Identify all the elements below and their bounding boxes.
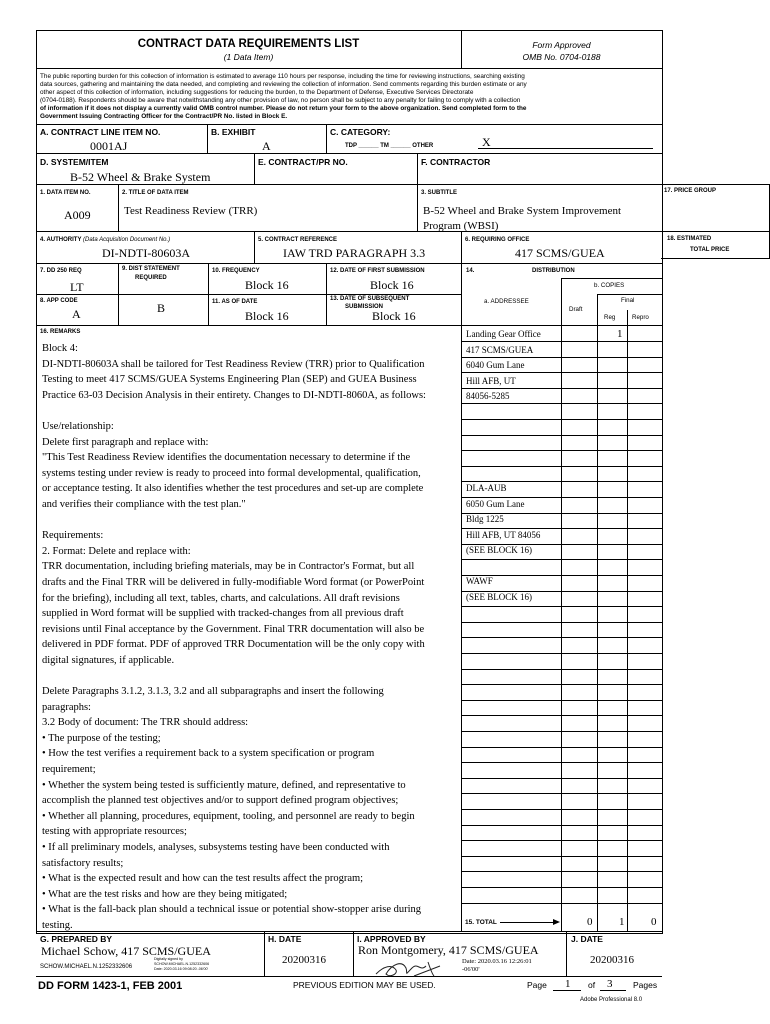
b18-label-1: 18. ESTIMATED (667, 236, 712, 242)
c-tdp-tm-other: TDP ______ TM ______ OTHER (345, 143, 434, 149)
burden-line: of information if it does not display a currently valid OMB control number. Please do not return your form to the above organization. Send completed form to the (40, 105, 527, 112)
grid-line (36, 153, 662, 154)
h-label: H. DATE (268, 934, 302, 944)
page-total: 3 (607, 978, 613, 990)
addressee-group-1 (466, 327, 558, 405)
b17-label: 17. PRICE GROUP (664, 188, 717, 194)
remarks-line: Practice 63-03 Decision Analysis in their entirety. Changes to DI-NDTI-8060A, as follows: (42, 389, 426, 401)
c-value: X (482, 135, 491, 149)
adobe-note: Adobe Professional 8.0 (580, 997, 643, 1003)
addressee-line: DLA-AUB (466, 483, 507, 493)
b12-label: 12. DATE OF FIRST SUBMISSION (330, 268, 425, 274)
grid-line (207, 124, 208, 153)
b12-value: Block 16 (370, 278, 414, 292)
addressee-group-3 (466, 574, 558, 605)
j-value: 20200316 (590, 954, 634, 966)
remarks-line: for the briefing), including all text, tables, charts, and calculations. All draft revisions (42, 592, 400, 604)
remarks-line: • Whether all planning, procedures, equipment, tooling, and personnel are ready to begin (42, 810, 415, 822)
remarks-line: and verifies their compliance with the test plan." (42, 498, 246, 510)
b11-value: Block 16 (245, 309, 289, 323)
g-sig-line-3: Date: 2020.03.16 09:08:20 -06'00' (154, 967, 209, 971)
burden-line: The public reporting burden for this collection of information is estimated to average 110 hours per response, including the time for reviewing instructions, searching existing (40, 73, 525, 80)
group1-final-copies: 1 (617, 328, 623, 340)
remarks-line: supplied in Word format will be supplied with tracked-changes from all previous draft (42, 608, 404, 620)
b10-value: Block 16 (245, 278, 289, 292)
grid-line (661, 258, 770, 259)
burden-line: Government Issuing Contracting Officer for the Contract/PR No. listed in Block E. (40, 113, 288, 120)
remarks-line: • What is the fall-back plan should a technical issue or potential show-stopper arise during (42, 904, 422, 916)
g-value: Michael Schow, 417 SCMS/GUEA (41, 944, 211, 958)
remarks-label: 16. REMARKS (40, 329, 81, 335)
i-value: Ron Montgomery, 417 SCMS/GUEA (358, 943, 539, 957)
b8-label: 8. APP CODE (40, 298, 78, 304)
grid-line (254, 153, 255, 184)
addressee-line: 6040 Gum Lane (466, 360, 525, 370)
addressee-row-line (461, 840, 662, 841)
f-label: F. CONTRACTOR (421, 157, 491, 167)
a-value: 0001AJ (90, 139, 128, 153)
remarks-line: DI-NDTI-80603A shall be tailored for Test Readiness Review (TRR) prior to Qualification (42, 358, 425, 370)
remarks-line: • How the test verifies a requirement back to a system specification or program (42, 748, 375, 760)
remarks-line: Use/relationship: (42, 420, 114, 432)
addressee-row-line (461, 669, 662, 670)
grid-line (326, 124, 327, 153)
grid-line (417, 153, 418, 184)
b1-label: 1. DATA ITEM NO. (40, 190, 91, 196)
grid-line (566, 931, 567, 976)
grid-line (417, 184, 418, 231)
remarks-line: accomplish the planned test objectives and/or to support defined program objectives; (42, 795, 399, 807)
g-sig-line-1: Digitally signed by (154, 957, 183, 961)
form-approved-label: Form Approved (532, 40, 591, 50)
remarks-line: Delete Paragraphs 3.1.2, 3.1.3, 3.2 and all subparagraphs and insert the following (42, 686, 384, 698)
total-arrow-icon (500, 922, 558, 923)
addressee-row-line (461, 793, 662, 794)
page-number: 1 (565, 978, 571, 990)
remarks-line: Testing to meet 417 SCMS/GUEA Systems Engineering Plan (SEP) and GUEA Business (42, 374, 417, 386)
d-label: D. SYSTEM/ITEM (40, 157, 109, 167)
b2-label: 2. TITLE OF DATA ITEM (122, 190, 189, 196)
addressee-line: WAWF (466, 576, 493, 586)
addressee-row-line (461, 700, 662, 701)
i-date-line-2: -06'00' (462, 966, 480, 973)
form-subtitle: (1 Data Item) (223, 52, 274, 62)
addressee-line: 6050 Gum Lane (466, 498, 525, 509)
remarks-line: • If all preliminary models, analyses, subsystems testing have been conducted with (42, 842, 390, 853)
e-label: E. CONTRACT/PR NO. (258, 157, 348, 167)
grid-line (461, 231, 462, 263)
remarks-line (42, 403, 460, 419)
addressee-row-line (461, 825, 662, 826)
addressee-row-line (461, 466, 662, 467)
grid-line (36, 231, 662, 232)
remarks-line: • The purpose of the testing; (42, 732, 161, 744)
b5-label: 5. CONTRACT REFERENCE (258, 237, 338, 243)
remarks-line: testing. (42, 919, 73, 931)
g-label: G. PREPARED BY (40, 934, 113, 944)
remarks-line: Block 4: (42, 343, 78, 354)
grid-line (561, 278, 562, 932)
addressee-row-line (461, 559, 662, 560)
final-label: Final (621, 297, 635, 304)
remarks-text (42, 341, 460, 934)
approver-signature (370, 952, 460, 982)
addressee-row-line (461, 435, 662, 436)
remarks-line (42, 668, 460, 684)
pages-label: Pages (633, 980, 658, 990)
b13-value: Block 16 (372, 309, 416, 323)
copies-label: b. COPIES (594, 282, 625, 289)
grid-line (461, 263, 462, 932)
b13-label-2: SUBMISSION (345, 304, 384, 310)
addressee-line: 84056-5285 (466, 391, 510, 401)
remarks-line: 3.2 Body of document: The TRR should address: (42, 717, 249, 729)
repro-label: Repro (632, 314, 649, 321)
b6-value: 417 SCMS/GUEA (515, 246, 605, 260)
burden-bottom-line (36, 124, 662, 125)
remarks-line: 2. Format: Delete and replace with: (42, 545, 191, 557)
remarks-line: delivered in PDF format. PDF of approved TRR Documentation will be the only copy with (42, 639, 425, 651)
addressee-label: a. ADDRESSEE (484, 298, 529, 305)
page-total-underline (600, 990, 626, 991)
burden-line: (0704-0188). Respondents should be aware that notwithstanding any other provision of law, no person shall be subject to any penalty for failing to comply with a collection (40, 97, 521, 104)
remarks-line: digital signatures, if applicable. (42, 654, 175, 666)
addressee-line: (SEE BLOCK 16) (466, 591, 532, 602)
b7-label: 7. DD 250 REQ (40, 268, 82, 274)
b1-value: A009 (64, 208, 91, 222)
b-label: B. EXHIBIT (211, 127, 256, 137)
grid-line (36, 325, 662, 326)
total-reg: 1 (619, 916, 625, 928)
b3-line2: Program (WBSI) (423, 220, 499, 232)
addressee-row-line (461, 622, 662, 623)
remarks-line: testing with appropriate resources; (42, 826, 187, 838)
b4-label-text: 4. AUTHORITY (40, 237, 82, 243)
a-label: A. CONTRACT LINE ITEM NO. (40, 127, 161, 137)
addressee-row-line (461, 887, 662, 888)
total-repro: 0 (651, 916, 657, 928)
b15-label: 15. TOTAL (465, 919, 497, 926)
b9-value: B (157, 301, 166, 315)
remarks-line: drafts and the Final TRR will be delivered in fully-modifiable Word format (or PowerPoint (42, 576, 425, 588)
b4-value: DI-NDTI-80603A (102, 246, 190, 260)
form-id: DD FORM 1423-1, FEB 2001 (38, 980, 183, 992)
c-label: C. CATEGORY: (330, 127, 391, 137)
of-label: of (588, 980, 596, 990)
addressee-row-line (461, 606, 662, 607)
b9-label-2: REQUIRED (135, 275, 167, 281)
grid-line (36, 184, 770, 185)
grid-line (353, 931, 354, 976)
b9-label-1: 9. DIST STATEMENT (122, 266, 180, 272)
remarks-line: Delete first paragraph and replace with: (42, 436, 209, 448)
b10-label: 10. FREQUENCY (212, 268, 260, 274)
h-value: 20200316 (282, 954, 326, 966)
remarks-line: • Whether the system being tested is sufficiently mature, defined, and representative to (42, 779, 406, 791)
draft-label: Draft (569, 306, 583, 313)
addressee-row-line (461, 762, 662, 763)
i-date-line-1: Date: 2020.03.16 12:26:01 (462, 958, 532, 965)
remarks-line: or acceptance testing. It also identifies whether the test procedures and set-up are complete (42, 483, 424, 495)
remarks-line: requirement; (42, 764, 96, 776)
b3-line1: B-52 Wheel and Brake System Improvement (423, 205, 622, 217)
addressee-line: Hill AFB, UT 84056 (466, 529, 541, 540)
addressee-row-line (461, 903, 662, 904)
grid-line (264, 931, 265, 976)
remarks-line: Requirements: (42, 530, 104, 542)
b2-value: Test Readiness Review (TRR) (124, 205, 258, 217)
remarks-line: • What is the expected result and how can the test results affect the program; (42, 873, 364, 885)
b-value: A (262, 139, 271, 153)
addressee-group-2 (466, 481, 558, 559)
addressee-row-line (461, 450, 662, 451)
page-label: Page (527, 980, 547, 990)
addressee-line: Landing Gear Office (466, 329, 541, 339)
addressee-line: 417 SCMS/GUEA (466, 344, 534, 355)
b3-label: 3. SUBTITLE (421, 190, 458, 196)
addressee-line: (SEE BLOCK 16) (466, 545, 532, 555)
grid-line (597, 294, 662, 295)
grid-line (36, 263, 662, 264)
addressee-row-line (461, 731, 662, 732)
addressee-row-line (461, 856, 662, 857)
b8-value: A (72, 307, 81, 321)
b18-label-2: TOTAL PRICE (690, 247, 730, 253)
remarks-line (42, 513, 460, 529)
grid-line (118, 184, 119, 231)
addressee-line: Hill AFB, UT (466, 375, 516, 386)
page-number-underline (553, 990, 581, 991)
burden-line: other aspect of this collection of information, including suggestions for reducing the burden, to the Department of Defense, Executive Services Directorate (40, 89, 474, 96)
remarks-line: systems testing under review is ready to proceed into formal developmental, qualification, (42, 467, 421, 479)
b5-value: IAW TRD PARAGRAPH 3.3 (283, 246, 426, 260)
g-digital-name: SCHOW.MICHAEL.N.1252332606 (40, 964, 133, 970)
form-title: CONTRACT DATA REQUIREMENTS LIST (137, 38, 360, 50)
grid-line (661, 231, 770, 232)
addressee-row-line (461, 778, 662, 779)
b14-label: 14. (466, 268, 475, 274)
remarks-line: paragraphs: (42, 701, 91, 713)
distribution-label: DISTRIBUTION (532, 268, 575, 274)
burden-line: data sources, gathering and maintaining the data needed, and completing and reviewing the collection of information. Send comments regarding this burden estimate or any (40, 81, 527, 88)
reg-label: Reg (604, 314, 616, 321)
grid-line (254, 231, 255, 263)
d-value: B-52 Wheel & Brake System (70, 170, 211, 184)
total-arrowhead-icon (553, 919, 560, 925)
remarks-line: TRR documentation, including briefing materials, may be in Contractor's Format, but all (42, 561, 415, 573)
remarks-line: "This Test Readiness Review identifies the documentation necessary to determine if the (42, 452, 411, 464)
b4-note: (Data Acquisition Document No.) (83, 237, 171, 243)
addressee-row-line (461, 747, 662, 748)
b7-value: LT (70, 280, 84, 294)
i-label: I. APPROVED BY (357, 934, 426, 944)
j-label: J. DATE (571, 934, 603, 944)
title-bottom-line (36, 68, 662, 69)
addressee-row-line (461, 871, 662, 872)
remarks-line: revisions until Final acceptance by the Government. Final TRR documentation will also be (42, 623, 425, 635)
b13-label-1: 13. DATE OF SUBSEQUENT (330, 296, 410, 302)
addressee-row-line (461, 419, 662, 420)
total-draft: 0 (587, 916, 593, 928)
b4-label (40, 236, 170, 244)
remarks-line: satisfactory results; (42, 857, 124, 869)
previous-edition-note: PREVIOUS EDITION MAY BE USED. (293, 980, 436, 990)
g-sig-line-2: SCHOW.MICHAEL.N.1252332606 (154, 962, 210, 966)
remarks-line: • What are the test risks and how are they being mitigated; (42, 888, 288, 900)
b6-label: 6. REQUIRING OFFICE (465, 237, 530, 243)
addressee-row-line (461, 637, 662, 638)
addressee-row-line (461, 653, 662, 654)
omb-number: OMB No. 0704-0188 (522, 52, 601, 62)
addressee-line: Bldg 1225 (466, 514, 504, 524)
b11-label: 11. AS OF DATE (212, 299, 258, 305)
addressee-row-line (461, 684, 662, 685)
addressee-row-line (461, 715, 662, 716)
grid-line (561, 278, 662, 279)
addressee-row-line (461, 809, 662, 810)
c-other-underline (478, 148, 653, 149)
grid-line (597, 294, 598, 932)
